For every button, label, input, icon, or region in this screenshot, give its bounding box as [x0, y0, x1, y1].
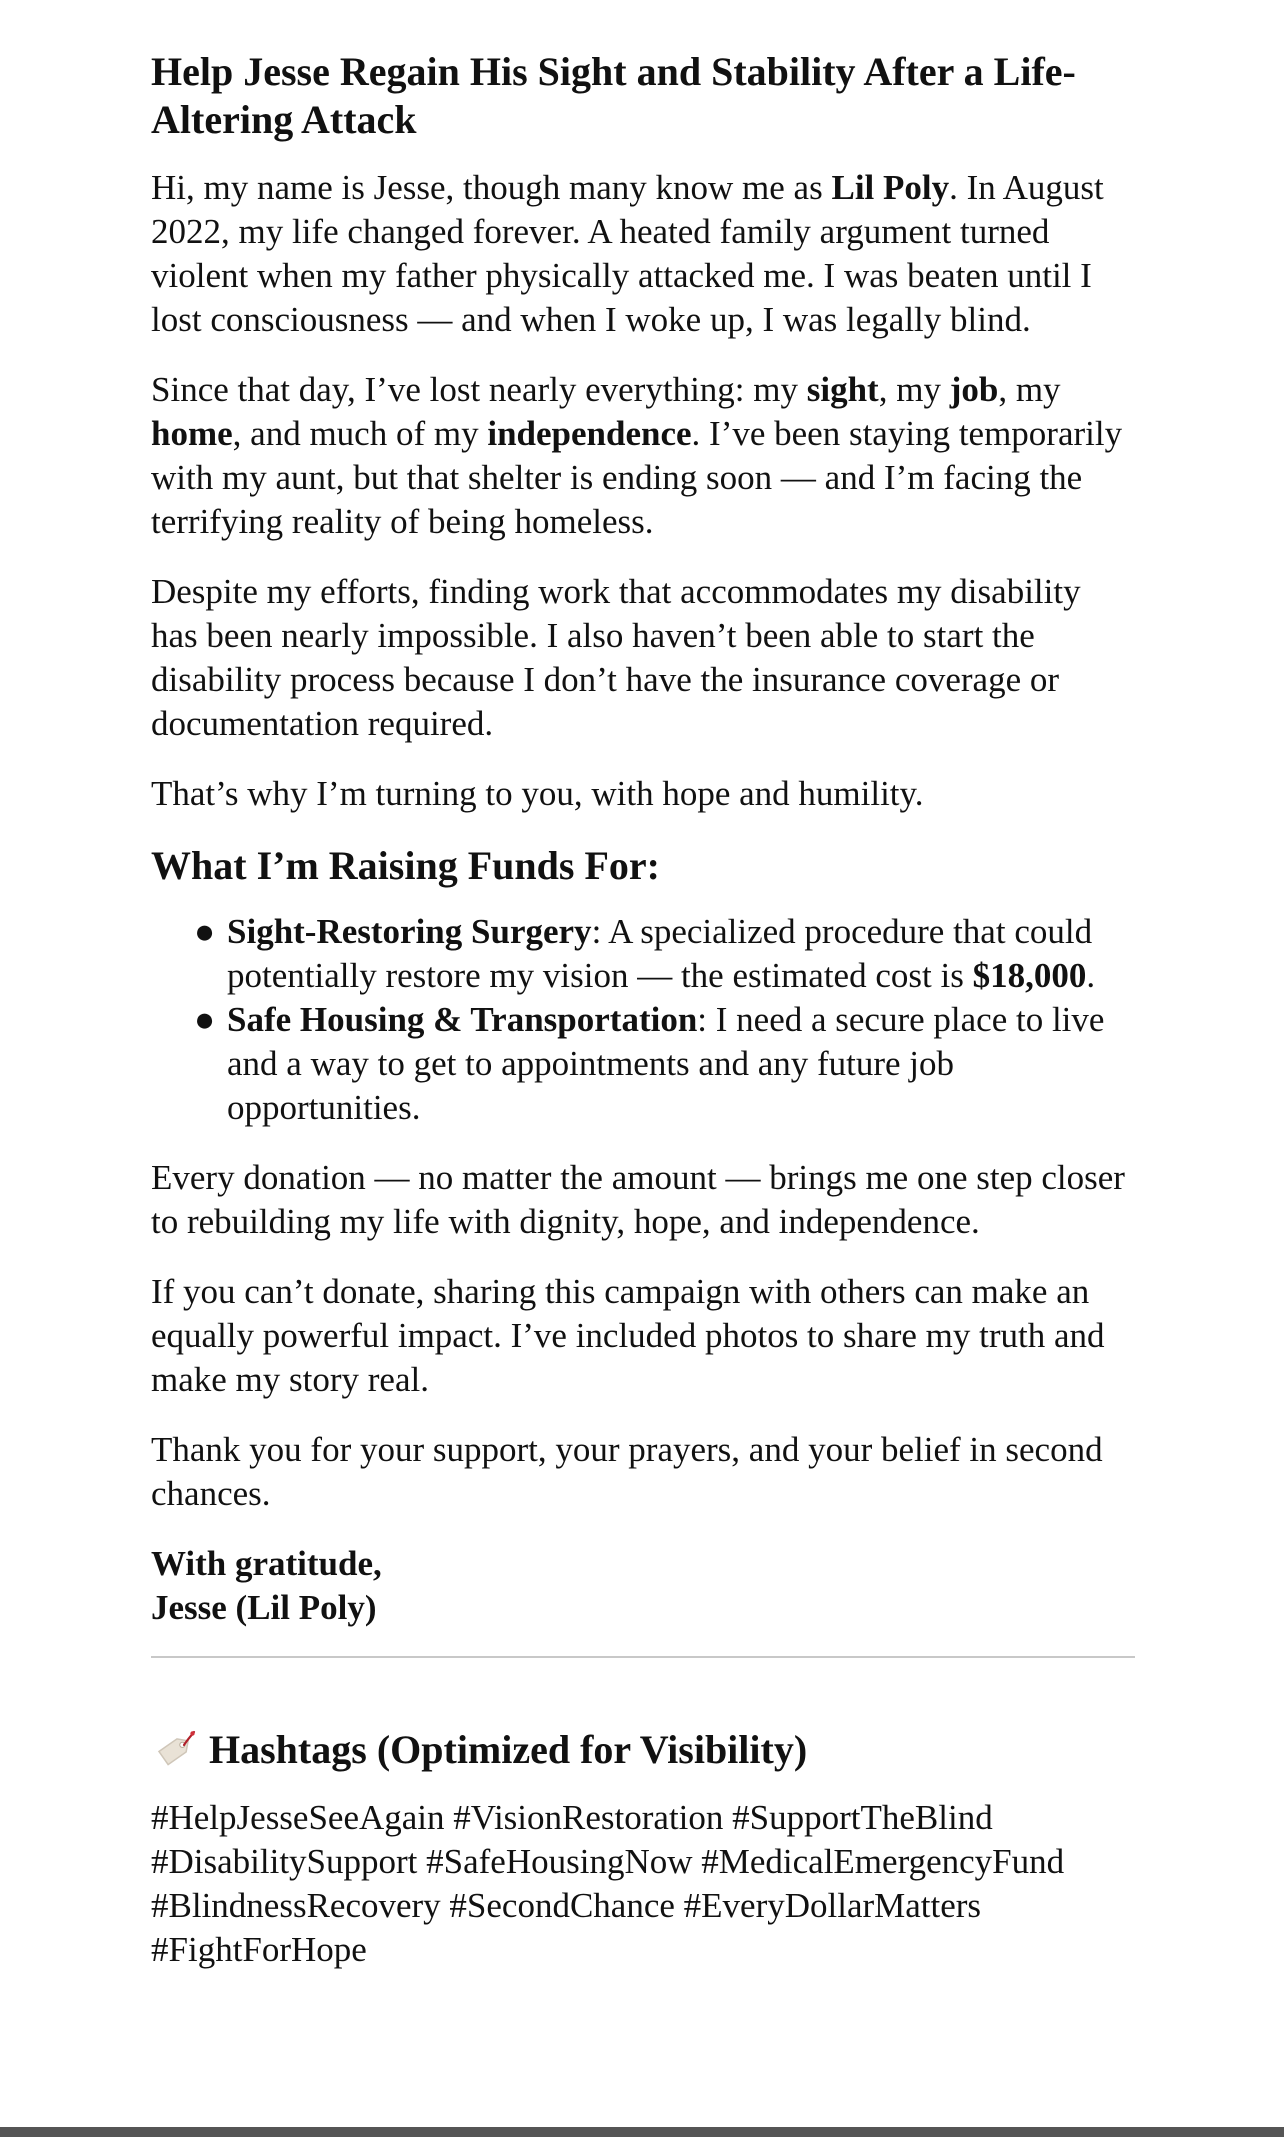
campaign-article: [151, 48, 1135, 1972]
hashtags-heading: Hashtags (Optimized for Visibility): [209, 1727, 808, 1772]
list-item: [191, 910, 1135, 998]
page-title: Help Jesse Regain His Sight and Stability After a Life-Altering Attack: [151, 49, 1076, 142]
intro-text: , my: [998, 370, 1061, 409]
intro-text: , and much of my: [232, 414, 488, 453]
fund-item-amount: $18,000: [972, 956, 1087, 995]
intro-text: Hi, my name is Jesse, though many know me as: [151, 168, 832, 207]
list-item: [191, 998, 1135, 1130]
closing-paragraph-2: If you can’t donate, sharing this campaign with others can make an equally powerful impact. I’ve included photos to share my truth and make my story real.: [151, 1272, 1105, 1399]
intro-paragraph-3: Despite my efforts, finding work that accommodates my disability has been nearly impossible. I also haven’t been able to start the disability process because I don’t have the insurance coverage or documentation required.: [151, 572, 1081, 743]
nickname-bold: Lil Poly: [831, 168, 950, 207]
loss-independence: independence: [487, 414, 692, 453]
divider: [151, 1656, 1135, 1658]
bottom-scroll-bar: [0, 2127, 1284, 2137]
funds-list: [151, 910, 1135, 1130]
signoff-line-1: With gratitude,: [151, 1544, 382, 1583]
fund-item-label: Safe Housing & Transportation: [227, 1000, 698, 1039]
closing-paragraph-3: Thank you for your support, your prayers, and your belief in second chances.: [151, 1430, 1103, 1513]
loss-sight: sight: [806, 370, 879, 409]
signoff: [151, 1542, 1135, 1630]
bullet-icon: ●: [194, 912, 216, 951]
bullet-icon: ●: [194, 1000, 216, 1039]
intro-text: . In August 2022, my life changed forever. A heated family argument turned violent when my father physically attacked me. I was beaten until I lost consciousness — and when I woke up, I was legally blind.: [151, 168, 1104, 339]
intro-text: , my: [878, 370, 950, 409]
fund-item-label: Sight-Restoring Surgery: [227, 912, 592, 951]
funds-heading: What I’m Raising Funds For:: [151, 843, 660, 888]
intro-text: Since that day, I’ve lost nearly everything: my: [151, 370, 807, 409]
intro-paragraph-4: That’s why I’m turning to you, with hope and humility.: [151, 774, 924, 813]
closing-paragraph-1: Every donation — no matter the amount — brings me one step closer to rebuilding my life with dignity, hope, and independence.: [151, 1158, 1125, 1241]
intro-paragraph-2: [151, 368, 1135, 544]
fund-item-end: .: [1086, 956, 1096, 995]
fund-item-text: : I need a secure place to live and a way to get to appointments and any future job opportunities.: [227, 1000, 1105, 1127]
fund-item-text: : A specialized procedure that could potentially restore my vision — the estimated cost is: [227, 912, 1093, 995]
intro-paragraph-1: [151, 166, 1135, 342]
loss-job: job: [949, 370, 999, 409]
hashtags-heading-row: [151, 1726, 1135, 1774]
tag-icon: [151, 1726, 199, 1774]
intro-text: . I’ve been staying temporarily with my aunt, but that shelter is ending soon — and I’m facing the terrifying reality of being homeless.: [151, 414, 1123, 541]
loss-home: home: [151, 414, 233, 453]
signoff-line-2: Jesse (Lil Poly): [151, 1588, 377, 1627]
hashtags-text: #HelpJesseSeeAgain #VisionRestoration #SupportTheBlind #DisabilitySupport #SafeHousingNow #MedicalEmergencyFund #BlindnessRecovery #SecondChance #EveryDollarMatters #FightForHope: [151, 1798, 1065, 1969]
